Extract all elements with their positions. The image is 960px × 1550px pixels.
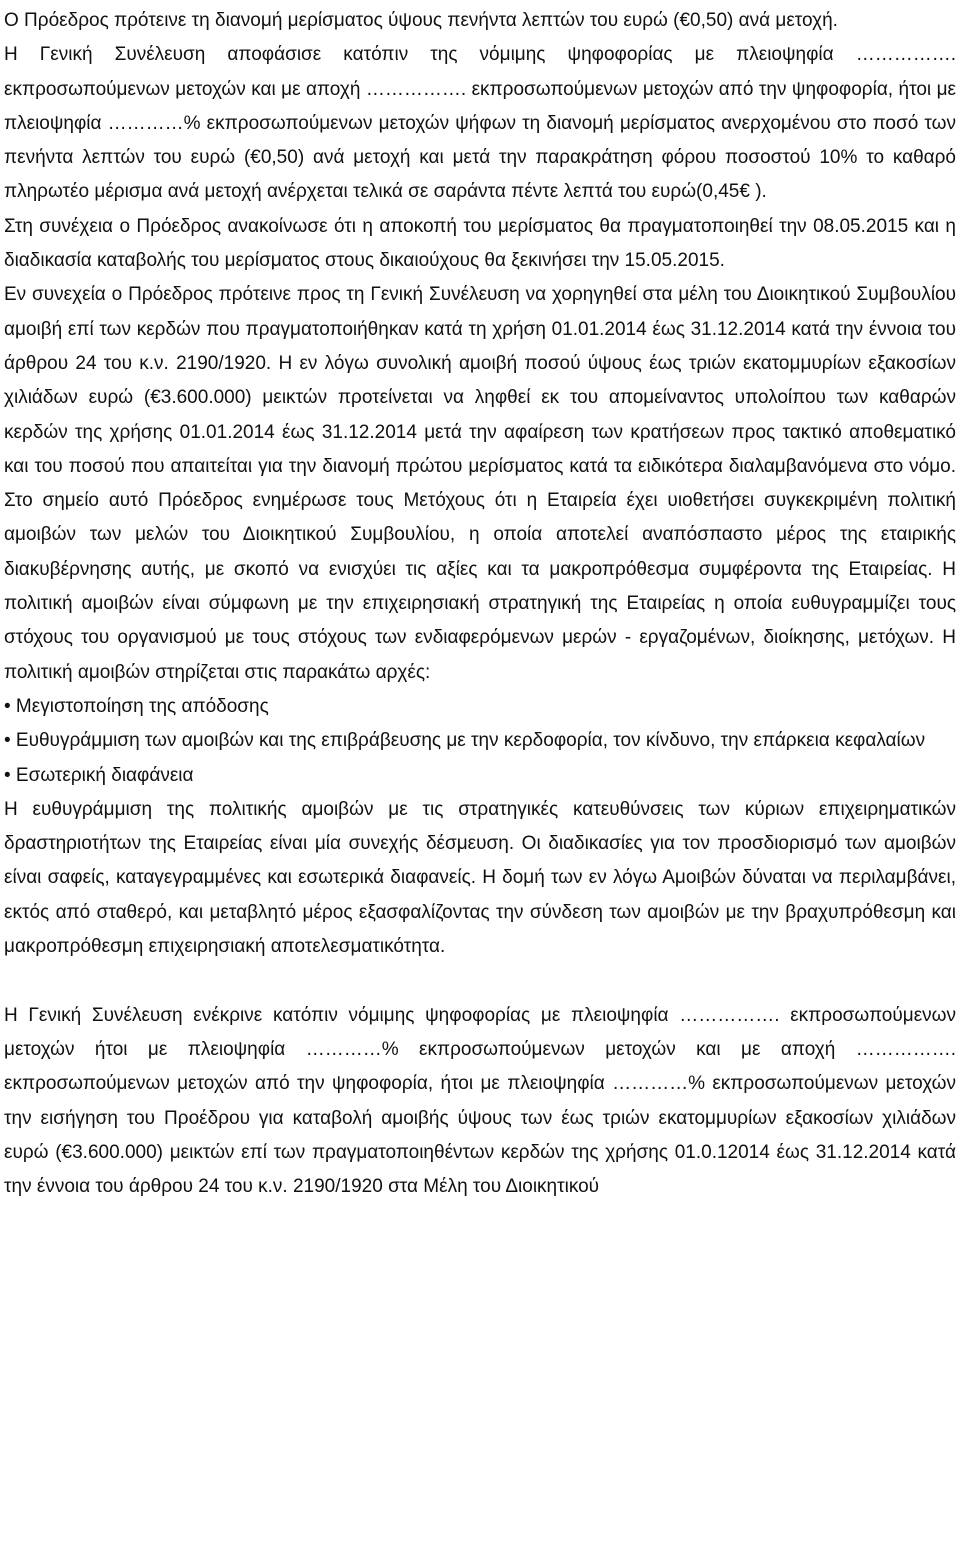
paragraph-dividend-approval: Η Γενική Συνέλευση αποφάσισε κατόπιν της νόμιμης ψηφοφορίας με πλειοψηφία ……………. εκπροσωπούμενων μετοχών και με αποχή ……………. εκπροσωπούμενων μετοχών από την ψηφοφορία, ήτοι με πλειοψηφία …………% εκπροσωπούμενων μετοχών ψήφων τη διανομή μερίσματος ανερχομένου στο ποσό των πενήντα λεπτών του ευρώ (€0,50) ανά μετοχή και μετά την παρακράτηση φόρου ποσοστού 10% το καθαρό πληρωτέο μέρισμα ανά μετοχή ανέρχεται τελικά σε σαράντα πέντε λεπτά του ευρώ(0,45€ ).	[4, 44, 956, 203]
bullet-item: • Εσωτερική διαφάνεια	[4, 764, 194, 786]
paragraph-board-remuneration: Εν συνεχεία ο Πρόεδρος πρότεινε προς τη Γενική Συνέλευση να χορηγηθεί στα μέλη του Διοικητικού Συμβουλίου αμοιβή επί των κερδών που πραγματοποιήθηκαν κατά τη χρήση 01.01.2014 έως 31.12.2014 κατά την έννοια του άρθρου 24 του κ.ν. 2190/1920. Η εν λόγω συνολική αμοιβή ποσού ύψους έως τριών εκατομμυρίων εξακοσίων χιλιάδων ευρώ (€3.600.000) μεικτών προτείνεται να ληφθεί εκ του απομείναντος υπολοίπου των καθαρών κερδών της χρήσης 01.01.2014 έως 31.12.2014 μετά την αφαίρεση των κρατήσεων προς τακτικό αποθεματικό και του ποσού που απαιτείται για την διανομή πρώτου μερίσματος κατά τα ειδικότερα διαλαμβανόμενα στο νόμο. Στο σημείο αυτό Πρόεδρος ενημέρωσε τους Μετόχους ότι η Εταιρεία έχει υιοθετήσει συγκεκριμένη πολιτική αμοιβών των μελών του Διοικητικού Συμβουλίου, η οποία αποτελεί αναπόσπαστο μέρος της εταιρικής διακυβέρνησης αυτής, με σκοπό να ενισχύει τις αξίες και τα μακροπρόθεσμα συμφέροντα της Εταιρείας. Η πολιτική αμοιβών είναι σύμφωνη με την επιχειρησιακή στρατηγική της Εταιρείας η οποία ευθυγραμμίζει τους στόχους του οργανισμού με τους στόχους των ενδιαφερόμενων μερών - εργαζομένων, διοίκησης, μετόχων. Η πολιτική αμοιβών στηρίζεται στις παρακάτω αρχές:	[4, 284, 956, 683]
paragraph-remuneration-approval: Η Γενική Συνέλευση ενέκρινε κατόπιν νόμιμης ψηφοφορίας με πλειοψηφία ……………. εκπροσωπούμενων μετοχών ήτοι με πλειοψηφία …………% εκπροσωπούμενων μετοχών και με αποχή ……………. εκπροσωπούμενων μετοχών από την ψηφοφορία, ήτοι με πλειοψηφία …………% εκπροσωπούμενων μετοχών την εισήγηση του Προέδρου για καταβολή αμοιβής ύψους των έως τριών εκατομμυρίων εξακοσίων χιλιάδων ευρώ (€3.600.000) μεικτών επί των πραγματοποιηθέντων κερδών της χρήσης 01.0.12014 έως 31.12.2014 κατά την έννοια του άρθρου 24 του κ.ν. 2190/1920 στα Μέλη του Διοικητικού	[4, 1004, 956, 1198]
paragraph-remuneration-policy: Η ευθυγράμμιση της πολιτικής αμοιβών με τις στρατηγικές κατευθύνσεις των κύριων επιχειρηματικών δραστηριοτήτων της Εταιρείας είναι μία συνεχής δέσμευση. Οι διαδικασίες για τον προσδιορισμό των αμοιβών είναι σαφείς, καταγεγραμμένες και εσωτερικά διαφανείς. Η δομή των εν λόγω Αμοιβών δύναται να περιλαμβάνει, εκτός από σταθερό, και μεταβλητό μέρος εξασφαλίζοντας την σύνδεση των αμοιβών με την βραχυπρόθεσμη και μακροπρόθεσμη επιχειρησιακή αποτελεσματικότητα.	[4, 798, 956, 958]
document-page	[4, 4, 956, 1204]
bullet-item: • Μεγιστοποίηση της απόδοσης	[4, 695, 269, 717]
bullet-item: • Ευθυγράμμιση των αμοιβών και της επιβράβευσης με την κερδοφορία, τον κίνδυνο, την επάρκεια κεφαλαίων	[4, 730, 926, 752]
paragraph-spacer	[4, 964, 956, 998]
paragraph-dividend-proposal: Ο Πρόεδρος πρότεινε τη διανομή μερίσματος ύψους πενήντα λεπτών του ευρώ (€0,50) ανά μετοχή.	[4, 10, 838, 31]
paragraph-coupon-dates: Στη συνέχεια ο Πρόεδρος ανακοίνωσε ότι η αποκοπή του μερίσματος θα πραγματοποιηθεί την 08.05.2015 και η διαδικασία καταβολής του μερίσματος στους δικαιούχους θα ξεκινήσει την 15.05.2015.	[4, 215, 956, 272]
